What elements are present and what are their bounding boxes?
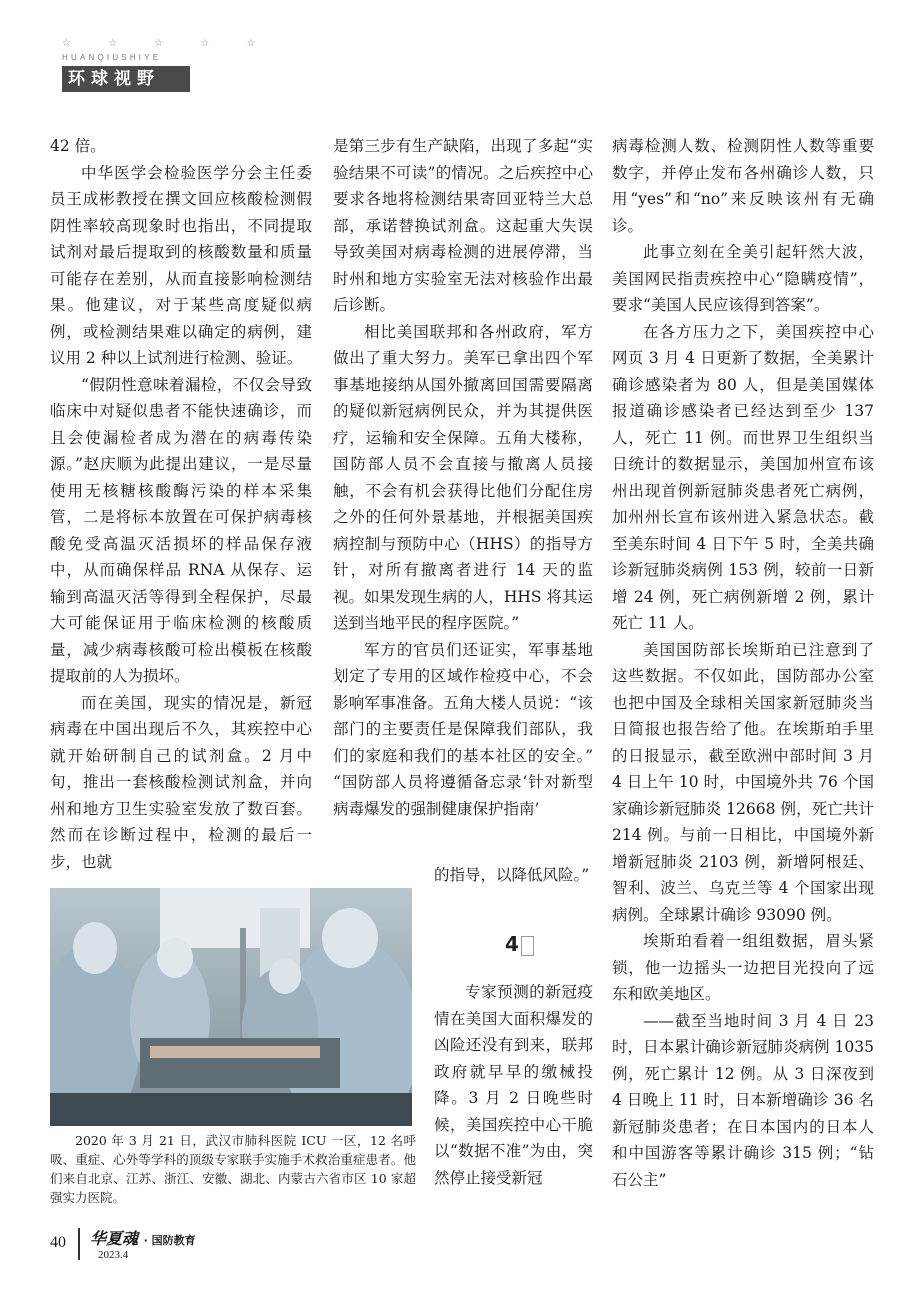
- paragraph: 而在美国，现实的情况是，新冠病毒在中国出现后不久，其疾控中心就开始研制自己的试剂盒。2 月中旬，推出一套核酸检测试剂盒，并向州和地方卫生实验室发放了数百套。然而在诊断过程中，检测的最后一步，也就: [50, 693, 312, 871]
- issue-number: 2023.4: [98, 1249, 129, 1261]
- footer-divider: [78, 1228, 80, 1260]
- paragraph: 在各方压力之下，美国疾控中心网页 3 月 4 日更新了数据，全美累计确诊感染者为 80 人，但是美国媒体报道确诊感染者已经达到至少 137 人，死亡 11 例。而世界卫生组织当日统计的数据显示，美国加州宣布该州出现首例新冠肺炎患者死亡病例，加州州长宣布该州进入紧急状态。截至美东时间 4 日下午 5 时，全美共确诊新冠肺炎病例 153 例，较前一日新增 24 例，死亡病例新增 2 例，累计死亡 11 人。: [612, 322, 874, 632]
- paragraph: 是第三步有生产缺陷，出现了多起“实验结果不可读”的情况。之后疾控中心要求各地将检测结果寄回亚特兰大总部，承诺替换试剂盒。这起重大失误导致美国对病毒检测的进展停滞，当时州和地方实验室无法对核验作出最后诊断。: [333, 137, 593, 314]
- photo-caption: [50, 1131, 416, 1207]
- paragraph: 的指导，以降低风险。”: [434, 866, 590, 884]
- section-header: [62, 38, 273, 92]
- section-number-label: 4: [505, 932, 519, 956]
- section-number-mark: [521, 936, 534, 956]
- paragraph: 专家预测的新冠疫情在美国大面积爆发的凶险还没有到来，联邦政府就早早的缴械投降。3 月 2 日晚些时候，美国疾控中心干脆以“数据不准”为由，突然停止接受新冠: [434, 983, 593, 1187]
- paragraph: 42 倍。: [50, 137, 106, 155]
- page-number: 40: [50, 1234, 66, 1251]
- section-title: 环球视野: [62, 66, 190, 92]
- text-column-1: [50, 133, 312, 875]
- paragraph: 相比美国联邦和各州政府，军方做出了重大努力。美军已拿出四个军事基地接纳从国外撤离回国需要隔离的疑似新冠病例民众，并为其提供医疗，运输和安全保障。五角大楼称，国防部人员不会直接与撤离人员接触，不会有机会获得比他们分配住房之外的任何外景基地，并根据美国疾病控制与预防中心（HHS）的指导方针，对所有撤离者进行 14 天的监视。如果发现生病的人，HHS 将其运送到当地平民的程序医院。”: [333, 322, 593, 632]
- text-column-2: [333, 133, 593, 822]
- paragraph: “假阴性意味着漏检，不仅会导致临床中对疑似患者不能快速确诊，而且会使漏检者成为潜在的病毒传染源。”赵庆顺为此提出建议，一是尽量使用无核糖核酸酶污染的样本采集管，二是将标本放置在可保护病毒核酸免受高温灭活损坏的样品保存液中，从而确保样品 RNA 从保存、运输到高温灭活等得到全程保护，尽最大可能保证用于临床检测的核酸质量，减少病毒核酸可检出模板在核酸提取前的人为损坏。: [50, 375, 312, 685]
- paragraph: 中华医学会检验医学分会主任委员王成彬教授在撰文回应核酸检测假阴性率较高现象时也指出，不同提取试剂对最后提取到的核酸数量和质量可能存在差别，从而直接影响检测结果。他建议，对于某些高度疑似病例，或检测结果难以确定的病例，建议用 2 种以上试剂进行检测、验证。: [50, 163, 312, 367]
- paragraph: 军方的官员们还证实，军事基地划定了专用的区域作检疫中心，不会影响军事准备。五角大楼人员说：“该部门的主要责任是保障我们部队，我们的家庭和我们的基本社区的安全。” “国防部人员将遵循备忘录‘针对新型病毒爆发的强制健康保护指南’: [333, 640, 593, 818]
- section-number: [505, 932, 534, 956]
- paragraph: 此事立刻在全美引起轩然大波，美国网民指责疾控中心“隐瞒疫情”，要求“美国人民应该得到答案”。: [612, 243, 874, 314]
- paragraph: 美国国防部长埃斯珀已注意到了这些数据。不仅如此，国防部办公室也把中国及全球相关国家新冠肺炎当日简报也报告给了他。在埃斯珀手里的日报显示，截至欧洲中部时间 3 月 4 日上午 10 时，中国境外共 76 个国家确诊新冠肺炎 12668 例，死亡共计 214 例。与前一日相比，中国境外新增新冠肺炎 2103 例，新增阿根廷、智利、波兰、乌克兰等 4 个国家出现病例。全球累计确诊 93090 例。: [612, 640, 874, 924]
- paragraph: 埃斯珀看着一组组数据，眉头紧锁，他一边摇头一边把目光投向了远东和欧美地区。: [612, 932, 874, 1003]
- paragraph: 病毒检测人数、检测阴性人数等重要数字，并停止发布各州确诊人数，只用“yes”和“no”来反映该州有无确诊。: [612, 137, 874, 235]
- caption-text: 2020 年 3 月 21 日，武汉市肺科医院 ICU 一区，12 名呼吸、重症、心外等学科的顶级专家联手实施手术救治重症患者。他们来自北京、江苏、浙江、安徽、湖北、内蒙古六省市区 10 家超强实力医院。: [50, 1133, 416, 1205]
- star-decoration: ☆ ☆ ☆ ☆ ☆: [62, 38, 273, 49]
- section-pinyin: HUANQIUSHIYE: [62, 53, 162, 62]
- icu-surgery-photo: [50, 888, 412, 1126]
- paragraph: ——截至当地时间 3 月 4 日 23 时，日本累计确诊新冠肺炎病例 1035 例，死亡累计 12 例。从 3 日深夜到 4 日晚上 11 时，日本新增确诊 36 名新冠肺炎患者；在日本国内的日本人和中国游客等累计确诊 315 例；“钻石公主”: [612, 1011, 874, 1189]
- text-column-3: [612, 133, 874, 1193]
- magazine-name: [90, 1226, 196, 1249]
- text-column-2-continued: [434, 862, 593, 889]
- magazine-subtitle: · 国防教育: [143, 1234, 196, 1247]
- text-column-2-section-4: [434, 979, 593, 1191]
- magazine-title: 华夏魂: [90, 1229, 139, 1248]
